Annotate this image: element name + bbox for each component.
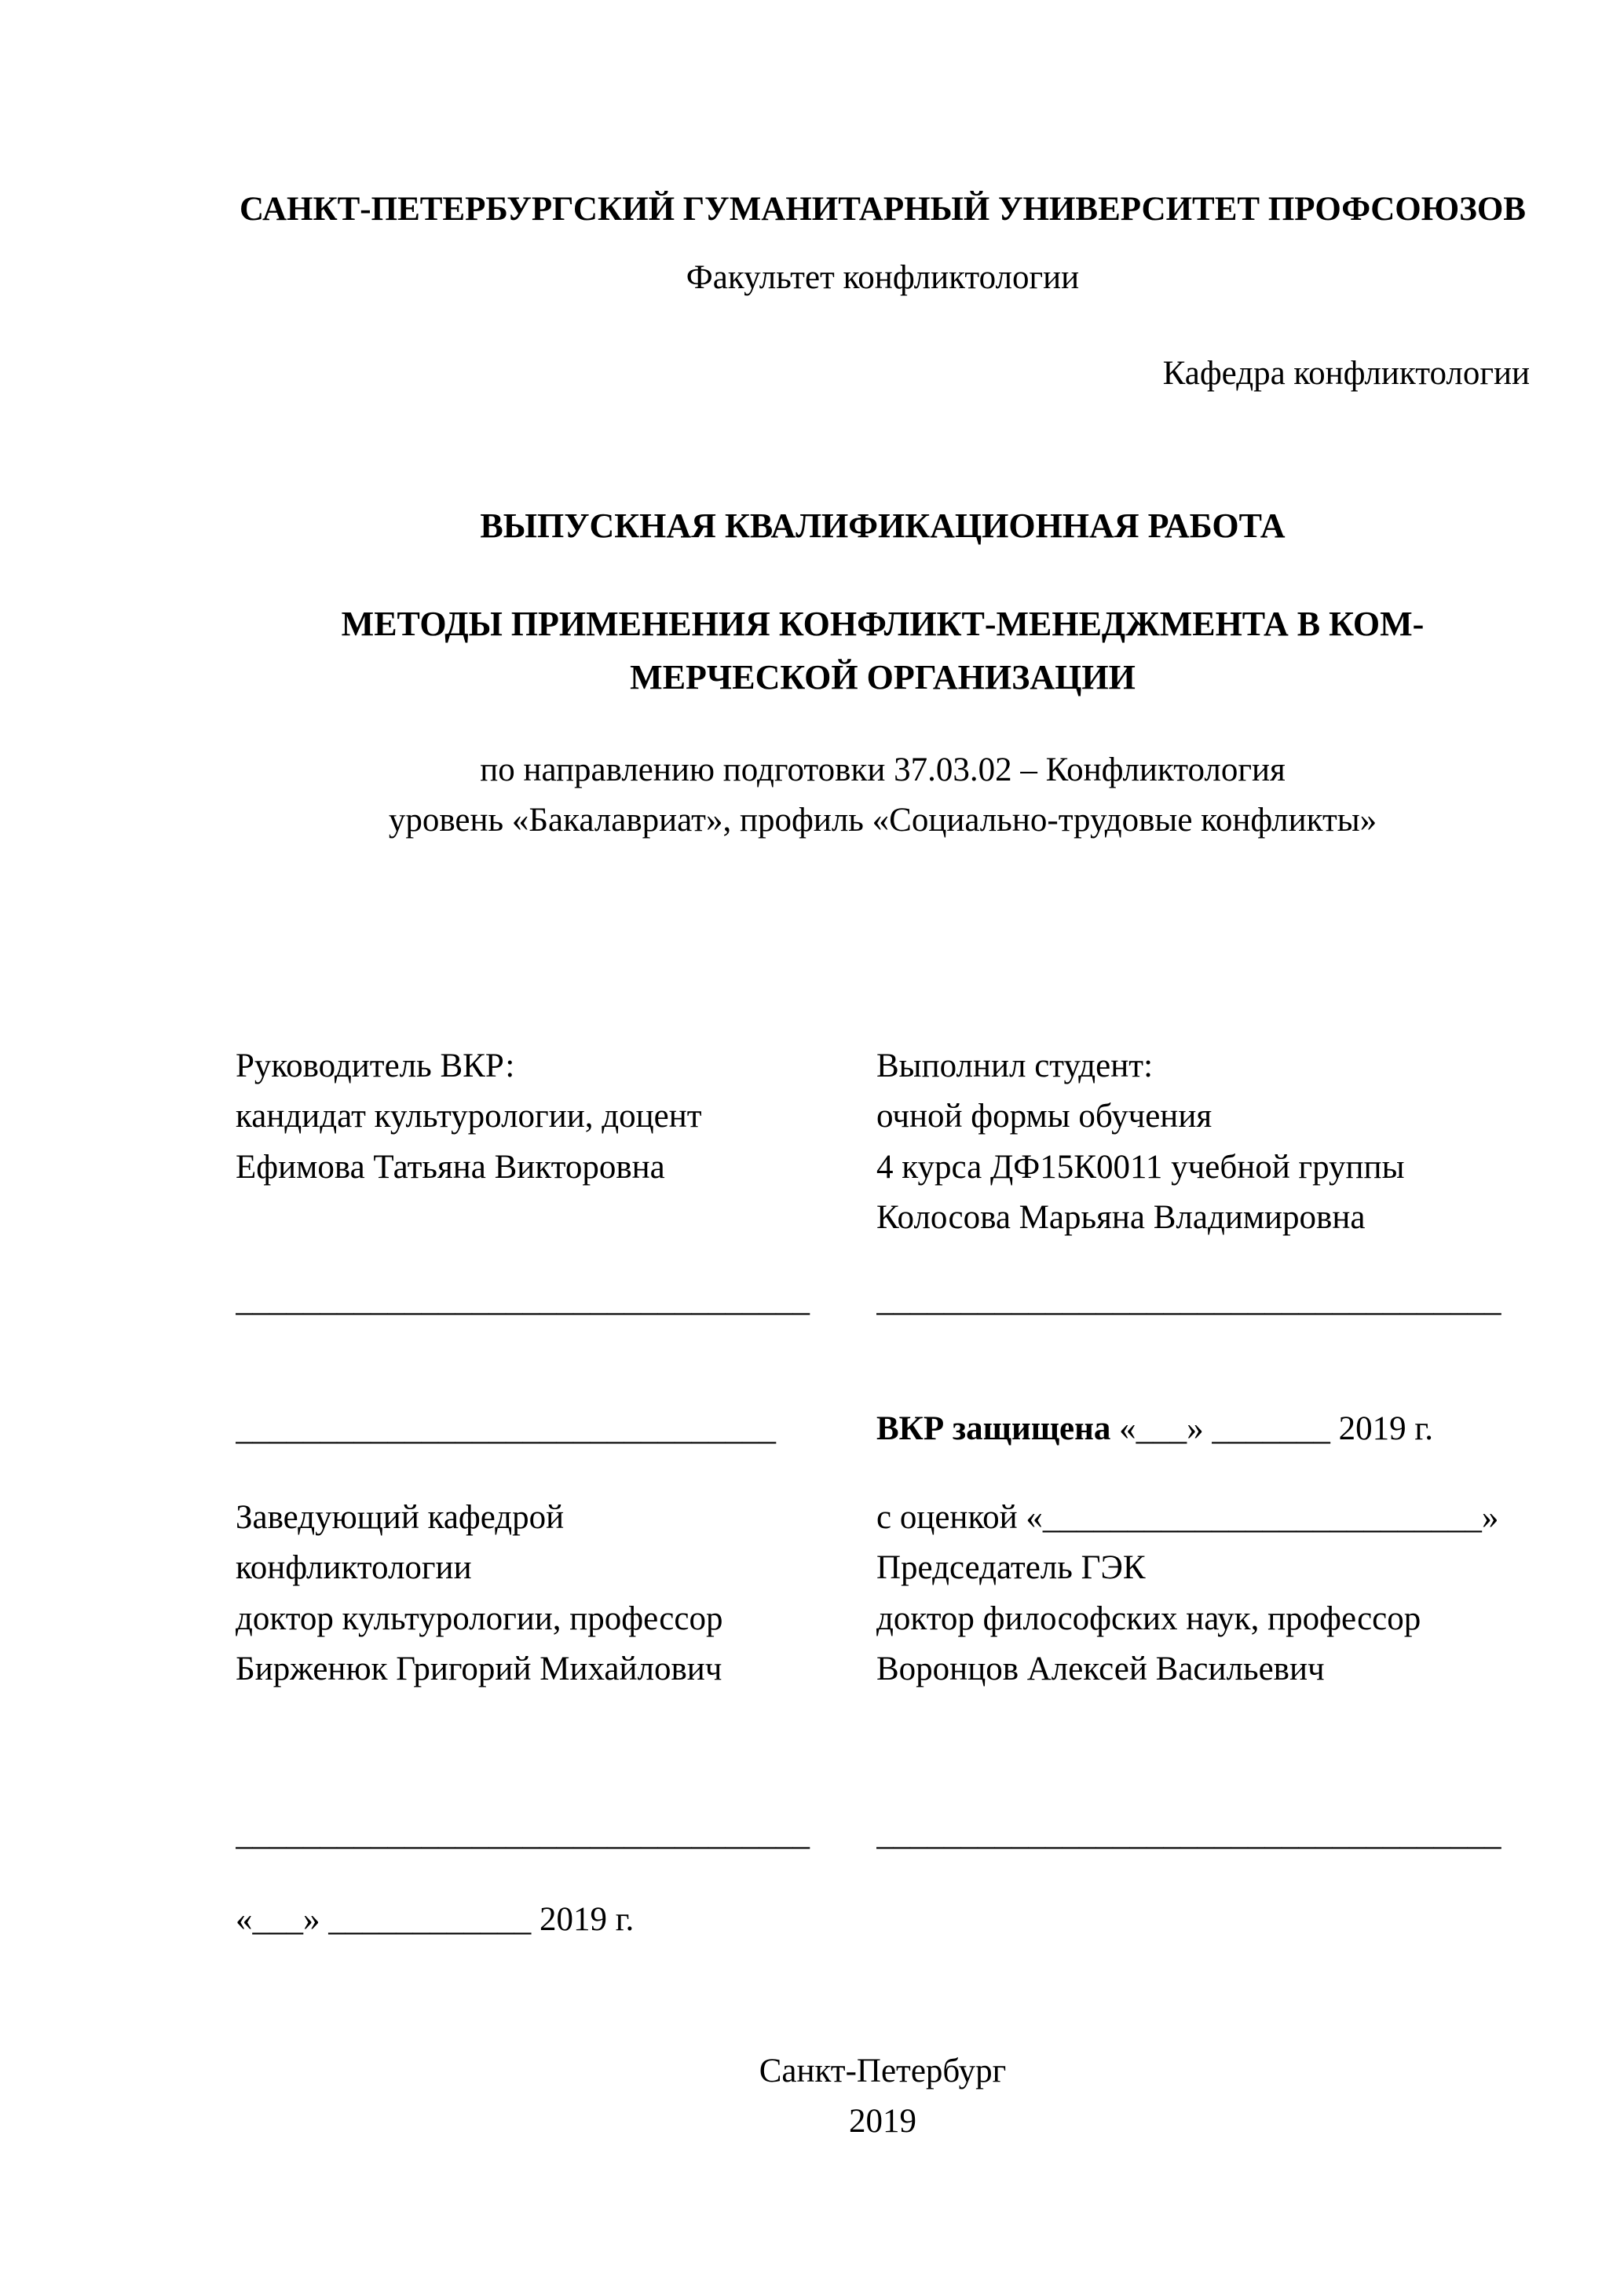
thesis-title-line2: МЕРЧЕСКОЙ ОРГАНИЗАЦИИ	[630, 657, 1136, 696]
head-degree: доктор культурологии, профессор	[236, 1600, 723, 1637]
chairman-block	[876, 1493, 1530, 1695]
supervisor-signature-line: __________________________________	[236, 1281, 810, 1318]
student-group: 4 курса ДФ15К0011 учебной группы	[876, 1148, 1405, 1186]
chairman-signature-line: _____________________________________	[876, 1815, 1501, 1852]
head-position-line1: Заведующий кафедрой	[236, 1498, 565, 1536]
student-study-form: очной формы обучения	[876, 1098, 1213, 1135]
defense-date-line	[876, 1404, 1530, 1455]
head-of-department-block	[236, 1493, 876, 1695]
student-block	[876, 1041, 1530, 1244]
supervisor-degree: кандидат культурологии, доцент	[236, 1098, 702, 1135]
study-level: уровень «Бакалавриат», профиль «Социально-трудовые конфликты»	[388, 802, 1377, 839]
head-signature-line-top: ________________________________	[236, 1410, 776, 1448]
signature-row-1	[236, 1275, 1530, 1326]
head-signature-line-bottom: __________________________________	[236, 1815, 810, 1852]
defense-label-rest: «___» _______ 2019 г.	[1110, 1410, 1433, 1448]
grade-line: с оценкой «__________________________»	[876, 1498, 1499, 1536]
chairman-title: Председатель ГЭК	[876, 1549, 1146, 1587]
defense-label-bold: ВКР защищена	[876, 1410, 1111, 1448]
student-signature-line: _____________________________________	[876, 1281, 1501, 1318]
signature-row-3	[236, 1809, 1530, 1860]
chairman-name: Воронцов Алексей Васильевич	[876, 1651, 1325, 1688]
footer-year: 2019	[849, 2103, 916, 2141]
supervisor-label: Руководитель ВКР:	[236, 1047, 515, 1084]
supervisor-block	[236, 1041, 876, 1194]
footer-city: Санкт-Петербург	[759, 2052, 1007, 2089]
chairman-degree: доктор философских наук, профессор	[876, 1600, 1421, 1637]
faculty-name: Факультет конфликтологии	[686, 258, 1080, 296]
signatures-section	[236, 1041, 1530, 1946]
student-name: Колосова Марьяна Владимировна	[876, 1199, 1366, 1237]
footer-block	[236, 2046, 1530, 2148]
thesis-title-line1: МЕТОДЫ ПРИМЕНЕНИЯ КОНФЛИКТ-МЕНЕДЖМЕНТА В КОМ-	[341, 604, 1425, 643]
signature-row-2	[236, 1404, 1530, 1455]
head-position-line2: конфликтологии	[236, 1549, 472, 1587]
head-chairman-row	[236, 1493, 1530, 1695]
department-name: Кафедра конфликтологии	[1162, 355, 1530, 392]
supervisor-student-row	[236, 1041, 1530, 1244]
university-name: САНКТ-ПЕТЕРБУРГСКИЙ ГУМАНИТАРНЫЙ УНИВЕРСИТЕТ ПРОФСОЮЗОВ	[240, 191, 1526, 228]
student-label: Выполнил студент:	[876, 1047, 1154, 1084]
head-date-line: «___» ____________ 2019 г.	[236, 1901, 635, 1939]
date-row	[236, 1895, 1530, 1946]
head-name: Бирженюк Григорий Михайлович	[236, 1651, 722, 1688]
thesis-title	[236, 598, 1530, 704]
study-direction: по направлению подготовки 37.03.02 – Конфликтология	[480, 751, 1286, 788]
work-type-heading: ВЫПУСКНАЯ КВАЛИФИКАЦИОННАЯ РАБОТА	[480, 506, 1286, 545]
supervisor-name: Ефимова Татьяна Викторовна	[236, 1148, 665, 1186]
